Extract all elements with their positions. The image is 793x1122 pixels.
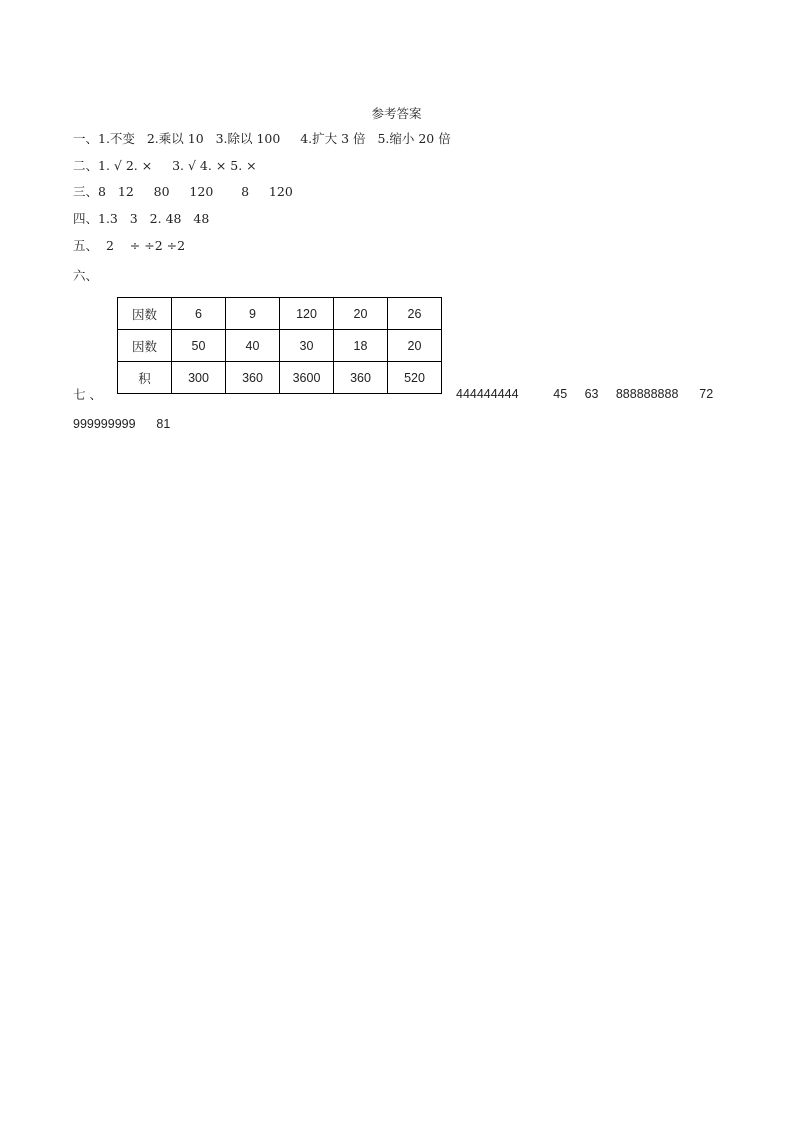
table-cell: 300 [172,362,226,394]
table-cell: 26 [388,298,442,330]
answer-table [117,297,442,394]
answer-q7-continued: 999999999 81 [73,417,171,431]
table-row [118,330,442,362]
answer-q7-values: 444444444 45 63 888888888 72 [456,387,714,401]
table-cell: 9 [226,298,280,330]
table-cell: 360 [226,362,280,394]
table-cell: 360 [334,362,388,394]
table-cell: 18 [334,330,388,362]
page-title: 参考答案 [371,106,422,121]
table-row-label: 因数 [118,298,172,330]
answer-q4: 四、1.3 3 2. 48 48 [73,211,210,226]
answer-q6-label: 六、 [73,268,99,283]
table-cell: 30 [280,330,334,362]
table-cell: 50 [172,330,226,362]
table-cell: 520 [388,362,442,394]
table-cell: 3600 [280,362,334,394]
table-row [118,362,442,394]
table-cell: 40 [226,330,280,362]
answer-q7-label: 七 、 [73,387,102,402]
answer-q1: 一、1.不变 2.乘以 10 3.除以 100 4.扩大 3 倍 5.缩小 20 倍 [73,131,451,146]
answer-q2: 二、1. √ 2. × 3. √ 4. × 5. × [73,158,257,173]
table-row-label: 因数 [118,330,172,362]
table-cell: 6 [172,298,226,330]
table-row-label: 积 [118,362,172,394]
table-row [118,298,442,330]
table-cell: 20 [334,298,388,330]
table-cell: 120 [280,298,334,330]
answer-q5: 五、 2 ÷ ÷2 ÷2 [73,238,186,253]
answer-q3: 三、8 12 80 120 8 120 [73,184,293,199]
table-cell: 20 [388,330,442,362]
